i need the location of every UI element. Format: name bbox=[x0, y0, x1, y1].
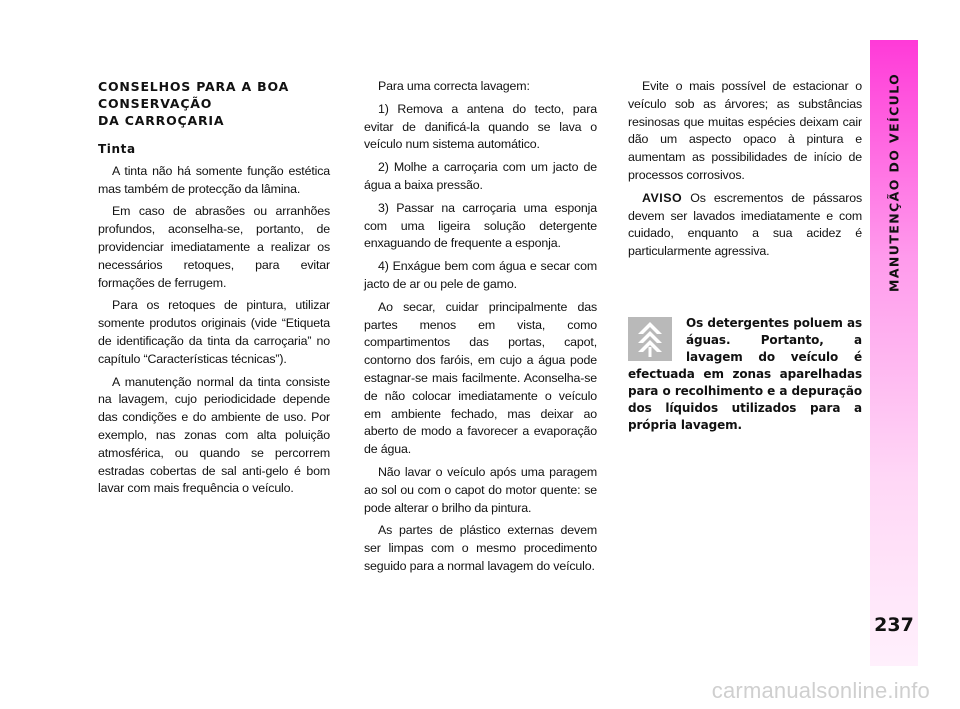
paragraph: 3) Passar na carroçaria uma esponja com uma ligeira solução detergente enxaguando de frequente a esponja. bbox=[364, 200, 597, 251]
subheading-tinta: Tinta bbox=[98, 142, 136, 156]
environment-warning bbox=[628, 315, 862, 434]
warning-text: Os detergentes poluem as águas. Portanto, a lavagem do veículo é efectuada em zonas aparelhadas para o recolhimento e a depuração dos líquidos utilizados para a própria lavagem. bbox=[628, 315, 862, 432]
section-heading bbox=[98, 78, 330, 129]
paragraph: Não lavar o veículo após uma paragem ao sol ou com o capot do motor quente: se pode alterar o brilho da pintura. bbox=[364, 464, 597, 515]
paragraph: Ao secar, cuidar principalmente das partes menos em vista, como compartimentos das portas, capot, contorno dos faróis, em cujo a água pode estagnar-se mais facilmente. Aconselha-se de não colocar imediatamente o veículo em ambiente fechado, mas deixar ao aberto de modo a favorecer a evaporação de água. bbox=[364, 299, 597, 457]
paragraph: 4) Enxágue bem com água e secar com jacto de ar ou pele de gamo. bbox=[364, 259, 597, 291]
heading-line-2: CONSERVAÇÃO bbox=[98, 96, 213, 111]
paragraph: Para uma correcta lavagem: bbox=[378, 79, 530, 93]
column-3 bbox=[628, 78, 862, 434]
paragraph: Em caso de abrasões ou arranhões profundos, aconselha-se, portanto, de providenciar imediatamente a realizar os necessários retoques, para evitar formações de ferrugem. bbox=[98, 204, 330, 290]
paragraph: A tinta não há somente função estética mas também de protecção da lâmina. bbox=[98, 163, 330, 196]
paragraph: 1) Remova a antena do tecto, para evitar de danificá-la quando se lava o veículo num sistema automático. bbox=[364, 101, 597, 152]
paragraph: Para os retoques de pintura, utilizar somente produtos originais (vide “Etiqueta de identificação da tinta da carroçaria” no capítulo “Características técnicas”). bbox=[98, 298, 330, 366]
watermark: carmanualsonline.info bbox=[711, 678, 930, 703]
aviso-text: Os escrementos de pássaros devem ser lavados imediatamente e com cuidado, enquanto a sua acidez é particularmente agressiva. bbox=[628, 190, 862, 259]
aviso-paragraph bbox=[628, 190, 862, 261]
heading-line-3: DA CARROÇARIA bbox=[98, 113, 225, 128]
chapter-title: MANUTENÇÃO DO VEÍCULO bbox=[886, 72, 902, 292]
aviso-label: AVISO bbox=[642, 190, 683, 205]
paragraph: A manutenção normal da tinta consiste na lavagem, cujo periodicidade depende das condições e do ambiente de uso. Por exemplo, nas zonas com alta poluição atmosférica, ou quando se percorrem estradas cobertas de sal anti-gelo é bom lavar com mais frequência o veículo. bbox=[98, 374, 330, 496]
page-number: 237 bbox=[874, 614, 914, 636]
paragraph: Evite o mais possível de estacionar o veículo sob as árvores; as substâncias resinosas que muitas espécies deixam cair dão um aspecto opaco à pintura e aumentam as possibilidades de início de processos corrosivos. bbox=[628, 79, 862, 182]
heading-line-1: CONSELHOS PARA A BOA bbox=[98, 79, 290, 94]
column-2 bbox=[364, 78, 597, 581]
paragraph: As partes de plástico externas devem ser limpas com o mesmo procedimento seguido para a normal lavagem do veículo. bbox=[364, 523, 597, 573]
tree-environment-icon bbox=[628, 317, 672, 361]
column-1 bbox=[98, 78, 330, 503]
paragraph: 2) Molhe a carroçaria com um jacto de água a baixa pressão. bbox=[364, 160, 597, 192]
